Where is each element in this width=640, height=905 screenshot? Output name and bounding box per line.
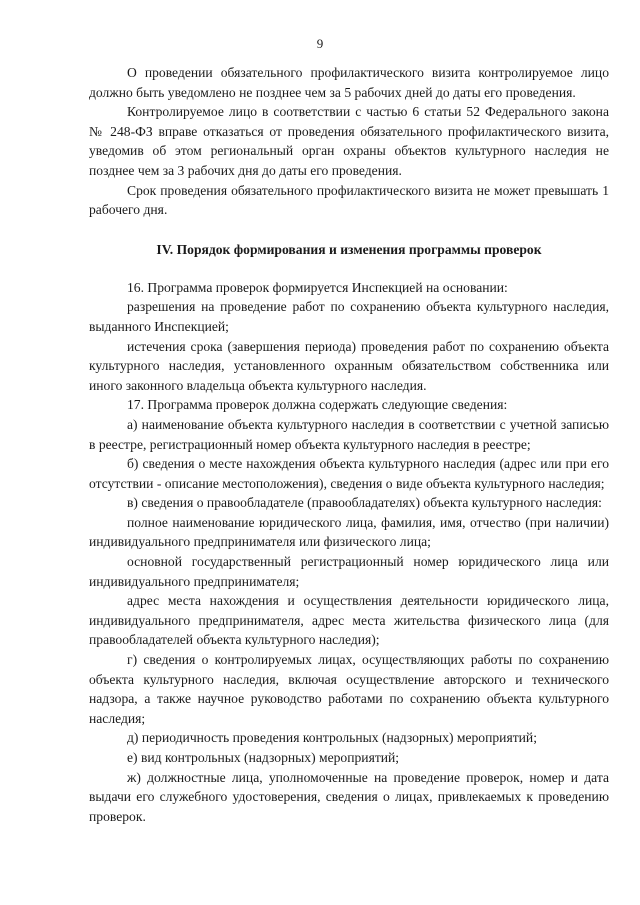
- paragraph-item-17: 17. Программа проверок должна содержать следующие сведения:: [127, 397, 508, 413]
- page-number: 9: [316, 36, 324, 51]
- paragraph-item-16: 16. Программа проверок формируется Инспекцией на основании:: [127, 279, 508, 295]
- paragraph-item-17a: а) наименование объекта культурного наследия в соответствии с учетной записью в реестре, регистрационный номер объекта культурного наследия в реестре;: [89, 416, 609, 452]
- paragraph-basis-permit: разрешения на проведение работ по сохранению объекта культурного наследия, выданного Инспекцией;: [89, 299, 609, 334]
- paragraph-visit-duration: Срок проведения обязательного профилактического визита не может превышать 1 рабочего дня.: [89, 182, 609, 218]
- paragraph-owner-ogrn: основной государственный регистрационный номер юридического лица или индивидуального предпринимателя;: [89, 554, 609, 589]
- paragraph-visit-notice: О проведении обязательного профилактического визита контролируемое лицо должно быть уведомлено не позднее чем за 5 рабочих дней до даты его проведения.: [89, 65, 609, 100]
- paragraph-item-17zh: ж) должностные лица, уполномоченные на проведение проверок, номер и дата выдачи его служебного удостоверения, сведения о лицах, привлекаемых к проведению проверок.: [89, 769, 609, 824]
- paragraph-basis-expiry: истечения срока (завершения периода) проведения работ по сохранению объекта культурного наследия, установленного охранным обязательством собственника или иного законного владельца объекта культурного наследия.: [89, 338, 609, 393]
- paragraph-item-17d: д) периодичность проведения контрольных (надзорных) мероприятий;: [127, 730, 537, 746]
- paragraph-item-17g: г) сведения о контролируемых лицах, осуществляющих работы по сохранению объекта культурного наследия, включая осуществление авторского и технического надзора, а также научное руководство работами по сохранению объекта культурного наследия;: [89, 652, 609, 726]
- section-heading: IV. Порядок формирования и изменения программы проверок: [156, 241, 542, 257]
- paragraph-owner-address: адрес места нахождения и осуществления деятельности юридического лица, индивидуального предпринимателя, адрес места жительства физического лица (для правообладателей объекта культурного наследия);: [89, 593, 609, 648]
- document-body: [89, 63, 609, 826]
- paragraph-item-17v: в) сведения о правообладателе (правообладателях) объекта культурного наследия:: [127, 495, 602, 511]
- paragraph-visit-refusal: Контролируемое лицо в соответствии с частью 6 статьи 52 Федерального закона № 248-ФЗ вправе отказаться от проведения обязательного профилактического визита, уведомив об этом региональный орган охраны объектов культурного наследия не позднее чем за 3 рабочих дня до даты его проведения.: [89, 104, 609, 178]
- paragraph-item-17e: е) вид контрольных (надзорных) мероприятий;: [127, 750, 400, 765]
- paragraph-item-17b: б) сведения о месте нахождения объекта культурного наследия (адрес или при его отсутствии - описание местоположения), сведения о виде объекта культурного наследия;: [89, 456, 609, 491]
- paragraph-owner-name: полное наименование юридического лица, фамилия, имя, отчество (при наличии) индивидуального предпринимателя или физического лица;: [89, 514, 609, 550]
